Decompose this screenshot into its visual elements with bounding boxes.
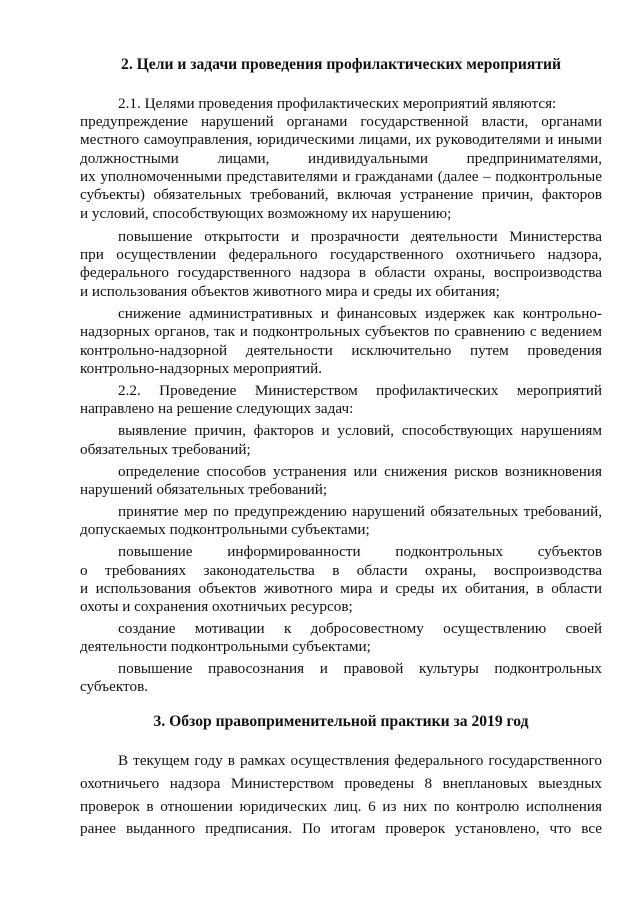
paragraph-line: принятие мер по предупреждению нарушений обязательных требований, bbox=[118, 503, 602, 520]
paragraph-line: снижение административных и финансовых издержек как контрольно- bbox=[118, 305, 602, 322]
paragraph-line: выявление причин, факторов и условий, способствующих нарушениям bbox=[118, 422, 602, 439]
paragraph-line: и использования объектов животного мира и среды их обитания, в области bbox=[80, 580, 602, 597]
paragraph-line: и использования объектов животного мира и среды их обитания; bbox=[80, 283, 500, 300]
paragraph-line: нарушений обязательных требований; bbox=[80, 481, 328, 498]
paragraph-line: определение способов устранения или снижения рисков возникновения bbox=[118, 463, 602, 480]
paragraph-line: проверок в отношении юридических лиц. 6 из них по контролю исполнения bbox=[80, 798, 602, 815]
paragraph-line: повышение информированности подконтрольных субъектов bbox=[118, 543, 602, 560]
paragraph-line: должностными лицами, индивидуальными предпринимателями, bbox=[80, 150, 602, 167]
paragraph-line: местного самоуправления, юридическими лицами, их руководителями и иными bbox=[80, 131, 602, 148]
paragraph-line: надзорных органов, так и подконтрольных субъектов по сравнению с ведением bbox=[80, 323, 602, 340]
paragraph-line: охоты и сохранения охотничьих ресурсов; bbox=[80, 598, 353, 615]
paragraph-line: их уполномоченными представителями и гражданами (далее – подконтрольные bbox=[80, 168, 602, 185]
paragraph-line: деятельности подконтрольными субъектами; bbox=[80, 638, 371, 655]
section-2-heading: 2. Цели и задачи проведения профилактических мероприятий bbox=[121, 56, 561, 73]
paragraph-line: при осуществлении федерального государственного охотничьего надзора, bbox=[80, 246, 602, 263]
paragraph-line: и условий, способствующих возможному их нарушению; bbox=[80, 205, 452, 222]
paragraph-line: 2.2. Проведение Министерством профилактических мероприятий bbox=[118, 382, 602, 399]
paragraph-line: контрольно-надзорных мероприятий. bbox=[80, 360, 323, 377]
paragraph-line: направлено на решение следующих задач: bbox=[80, 400, 354, 417]
paragraph-line: федерального государственного надзора в области охраны, воспроизводства bbox=[80, 264, 602, 281]
paragraph-line: контрольно-надзорной деятельности исключительно путем проведения bbox=[80, 342, 602, 359]
paragraph-line: о требованиях законодательства в области охраны, воспроизводства bbox=[80, 562, 602, 579]
paragraph-line: В текущем году в рамках осуществления федерального государственного bbox=[118, 752, 602, 769]
paragraph-line: обязательных требований; bbox=[80, 441, 251, 458]
paragraph-line: охотничьего надзора Министерством проведены 8 внеплановых выездных bbox=[80, 775, 602, 792]
paragraph-line: ранее выданного предписания. По итогам проверок установлено, что все bbox=[80, 820, 602, 837]
paragraph-line: субъекты) обязательных требований, включая устранение причин, факторов bbox=[80, 186, 602, 203]
paragraph-line: создание мотивации к добросовестному осуществлению своей bbox=[118, 620, 602, 637]
paragraph-line: предупреждение нарушений органами государственной власти, органами bbox=[80, 113, 602, 130]
paragraph-line: 2.1. Целями проведения профилактических мероприятий являются: bbox=[118, 95, 557, 112]
paragraph-line: повышение открытости и прозрачности деятельности Министерства bbox=[118, 228, 602, 245]
paragraph-line: повышение правосознания и правовой культуры подконтрольных bbox=[118, 660, 602, 677]
paragraph-line: субъектов. bbox=[80, 678, 149, 695]
paragraph-line: допускаемых подконтрольными субъектами; bbox=[80, 521, 370, 538]
section-3-heading: 3. Обзор правоприменительной практики за 2019 год bbox=[153, 713, 529, 730]
